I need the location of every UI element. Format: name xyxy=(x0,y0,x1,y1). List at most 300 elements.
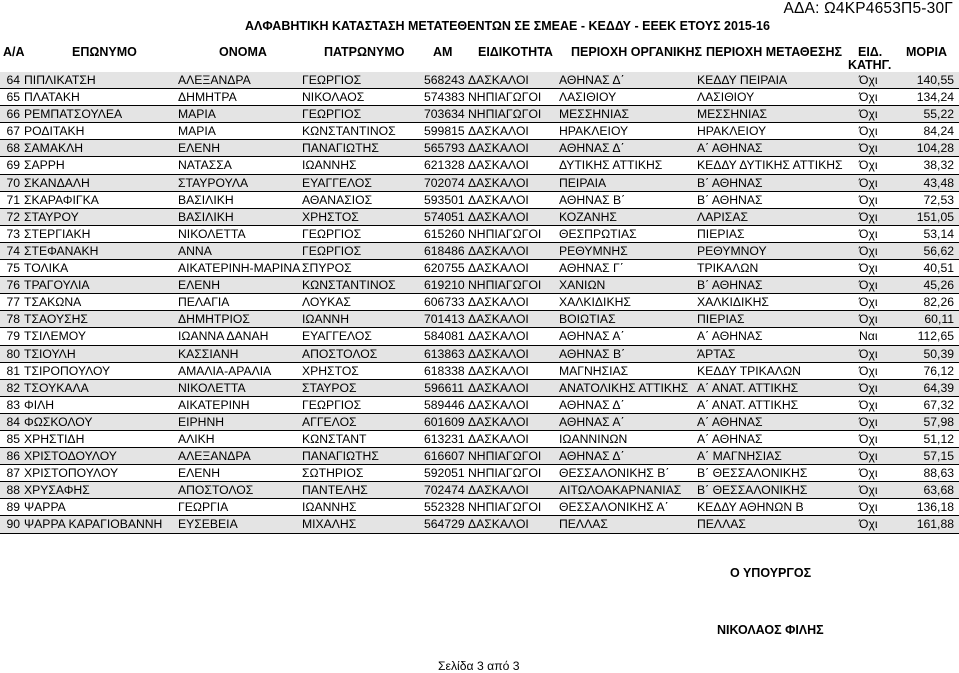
row-am: 703634 xyxy=(424,107,465,122)
row-name: ΣΤΑΥΡΟΥΛΑ xyxy=(178,175,249,190)
row-number: 72 xyxy=(6,209,20,224)
row-destination-area: ΠΕΛΛΑΣ xyxy=(697,517,746,532)
row-organic-area: ΗΡΑΚΛΕΙΟΥ xyxy=(559,124,629,139)
row-destination-area: Β΄ ΘΕΣΣΑΛΟΝΙΚΗΣ xyxy=(697,483,808,498)
row-am: 574051 xyxy=(424,209,465,224)
row-points: 43,48 xyxy=(923,175,954,190)
row-destination-area: ΧΑΛΚΙΔΙΚΗΣ xyxy=(697,295,769,310)
row-organic-area: ΠΕΙΡΑΙΑ xyxy=(559,175,607,190)
row-number: 69 xyxy=(6,158,20,173)
row-number: 74 xyxy=(6,243,20,258)
row-surname: ΤΡΑΓΟΥΛΙΑ xyxy=(24,278,90,293)
row-father: ΓΕΩΡΓΙΟΣ xyxy=(302,397,362,412)
row-points: 50,39 xyxy=(923,346,954,361)
row-destination-area: ΠΙΕΡΙΑΣ xyxy=(697,226,745,241)
row-father: ΚΩΝΣΤΑΝΤ xyxy=(302,431,367,446)
row-number: 82 xyxy=(6,380,20,395)
row-name: ΜΑΡΙΑ xyxy=(178,124,216,139)
row-organic-area: ΑΘΗΝΑΣ Α΄ xyxy=(559,414,625,429)
row-father: ΓΕΩΡΓΙΟΣ xyxy=(302,107,362,122)
row-surname: ΠΛΑΤΑΚΗ xyxy=(24,90,80,105)
row-father: ΕΥΑΓΓΕΛΟΣ xyxy=(302,329,372,344)
row-specialty: ΔΑΣΚΑΛΟΙ xyxy=(468,209,529,224)
row-surname: ΦΩΣΚΟΛΟΥ xyxy=(24,414,93,429)
row-surname: ΨΑΡΡΑ xyxy=(24,500,66,515)
row-special-category: Όχι xyxy=(859,363,878,378)
row-name: ΓΕΩΡΓΙΑ xyxy=(178,500,229,515)
row-specialty: ΔΑΣΚΑΛΟΙ xyxy=(468,73,529,87)
row-organic-area: ΑΘΗΝΑΣ Δ΄ xyxy=(559,397,625,412)
row-name: ΑΛΙΚΗ xyxy=(178,431,215,446)
row-organic-area: ΑΘΗΝΑΣ Β΄ xyxy=(559,346,626,361)
table-row xyxy=(0,89,959,106)
row-points: 134,24 xyxy=(916,90,954,105)
row-specialty: ΔΑΣΚΑΛΟΙ xyxy=(468,380,529,395)
row-name: ΒΑΣΙΛΙΚΗ xyxy=(178,209,234,224)
row-number: 77 xyxy=(6,295,20,310)
table-row xyxy=(0,277,959,294)
row-father: ΚΩΝΣΤΑΝΤΙΝΟΣ xyxy=(302,124,396,139)
row-destination-area: ΡΕΘΥΜΝΟΥ xyxy=(697,243,767,258)
row-am: 568243 xyxy=(424,73,465,87)
row-special-category: Όχι xyxy=(859,295,878,310)
row-am: 618338 xyxy=(424,363,465,378)
row-am: 564729 xyxy=(424,517,465,532)
row-organic-area: ΘΕΣΣΑΛΟΝΙΚΗΣ Α΄ xyxy=(559,500,669,515)
header-father: ΠΑΤΡΩΝΥΜΟ xyxy=(324,45,405,59)
row-am: 701413 xyxy=(424,312,465,327)
row-organic-area: ΙΩΑΝΝΙΝΩΝ xyxy=(559,431,628,446)
row-specialty: ΝΗΠΙΑΓΩΓΟΙ xyxy=(468,226,542,241)
table-row xyxy=(0,260,959,277)
table-row xyxy=(0,72,959,89)
row-special-category: Όχι xyxy=(859,124,878,139)
row-points: 57,15 xyxy=(923,449,954,464)
row-special-category: Όχι xyxy=(859,431,878,446)
row-specialty: ΔΑΣΚΑΛΟΙ xyxy=(468,431,529,446)
row-am: 619210 xyxy=(424,278,465,293)
row-number: 83 xyxy=(6,397,20,412)
signature-name: ΝΙΚΟΛΑΟΣ ΦΙΛΗΣ xyxy=(717,623,824,637)
row-am: 565793 xyxy=(424,141,465,156)
header-am: ΑΜ xyxy=(433,45,453,59)
row-surname: ΡΟΔΙΤΑΚΗ xyxy=(24,124,85,139)
row-organic-area: ΚΟΖΑΝΗΣ xyxy=(559,209,617,224)
row-special-category: Όχι xyxy=(859,90,878,105)
row-specialty: ΝΗΠΙΑΓΩΓΟΙ xyxy=(468,466,542,481)
signature-role: Ο ΥΠΟΥΡΓΟΣ xyxy=(730,566,812,580)
row-organic-area: ΑΘΗΝΑΣ Δ΄ xyxy=(559,73,625,87)
row-name: ΕΛΕΝΗ xyxy=(178,141,221,156)
row-points: 112,65 xyxy=(917,329,954,344)
document-title: ΑΛΦΑΒΗΤΙΚΗ ΚΑΤΑΣΤΑΣΗ ΜΕΤΑΤΕΘΕΝΤΩΝ ΣΕ ΣΜΕΑΕ - ΚΕΔΔΥ - ΕΕΕΚ ΕΤΟΥΣ 2015-16 xyxy=(245,19,770,33)
row-special-category: Όχι xyxy=(859,261,878,276)
row-surname: ΡΕΜΠΑΤΣΟΥΛΕΑ xyxy=(24,107,123,122)
row-surname: ΦΙΛΗ xyxy=(24,397,55,412)
row-destination-area: Β΄ ΑΘΗΝΑΣ xyxy=(697,278,763,293)
row-number: 84 xyxy=(6,414,20,429)
row-surname: ΧΡΥΣΑΦΗΣ xyxy=(24,483,90,498)
row-destination-area: Α΄ ΑΘΗΝΑΣ xyxy=(697,141,763,156)
row-specialty: ΝΗΠΙΑΓΩΓΟΙ xyxy=(468,500,542,515)
header-points: ΜΟΡΙΑ xyxy=(906,45,947,59)
row-specialty: ΔΑΣΚΑΛΟΙ xyxy=(468,517,529,532)
header-organic: ΠΕΡΙΟΧΗ ΟΡΓΑΝΙΚΗΣ xyxy=(571,45,703,59)
row-am: 702074 xyxy=(424,175,465,190)
row-surname: ΤΣΙΡΟΠΟΥΛΟΥ xyxy=(24,363,111,378)
table-row xyxy=(0,448,959,465)
row-surname: ΨΑΡΡΑ ΚΑΡΑΓΙΟΒΑΝΝΗ xyxy=(24,517,163,532)
row-am: 702474 xyxy=(424,483,465,498)
row-number: 86 xyxy=(6,449,20,464)
row-name: ΕΛΕΝΗ xyxy=(178,466,221,481)
row-name: ΑΜΑΛΙΑ-ΑΡΑΛΙΑ xyxy=(178,363,272,378)
row-am: 592051 xyxy=(424,466,465,481)
row-father: ΓΕΩΡΓΙΟΣ xyxy=(302,73,362,87)
row-am: 613231 xyxy=(424,431,465,446)
row-specialty: ΔΑΣΚΑΛΟΙ xyxy=(468,261,529,276)
row-name: ΔΗΜΗΤΡΙΟΣ xyxy=(178,312,250,327)
header-aa: Α/Α xyxy=(3,45,25,59)
row-destination-area: ΗΡΑΚΛΕΙΟΥ xyxy=(697,124,767,139)
row-special-category: Όχι xyxy=(859,500,878,515)
row-am: 606733 xyxy=(424,295,465,310)
table-row xyxy=(0,414,959,431)
row-points: 57,98 xyxy=(923,414,954,429)
row-specialty: ΝΗΠΙΑΓΩΓΟΙ xyxy=(468,278,542,293)
table-row xyxy=(0,209,959,226)
row-surname: ΤΣΑΟΥΣΗΣ xyxy=(24,312,88,327)
row-father: ΣΤΑΥΡΟΣ xyxy=(302,380,357,395)
row-organic-area: ΠΕΛΛΑΣ xyxy=(559,517,608,532)
row-name: ΝΑΤΑΣΣΑ xyxy=(178,158,232,173)
row-am: 584081 xyxy=(424,329,465,344)
row-organic-area: ΑΘΗΝΑΣ Δ΄ xyxy=(559,141,625,156)
row-number: 88 xyxy=(6,483,20,498)
row-destination-area: Α΄ ΑΘΗΝΑΣ xyxy=(697,329,763,344)
row-father: ΜΙΧΑΛΗΣ xyxy=(302,517,357,532)
transfers-table-body xyxy=(0,72,959,534)
row-special-category: Όχι xyxy=(859,158,878,173)
row-number: 75 xyxy=(6,261,20,276)
row-number: 80 xyxy=(6,346,20,361)
row-number: 67 xyxy=(6,124,20,139)
row-number: 64 xyxy=(6,73,20,87)
row-am: 601609 xyxy=(424,414,465,429)
header-category-sub: ΚΑΤΗΓ. xyxy=(848,58,892,72)
row-special-category: Όχι xyxy=(859,107,878,122)
row-organic-area: ΑΙΤΩΛΟΑΚΑΡΝΑΝΙΑΣ xyxy=(559,483,682,498)
row-name: ΕΥΣΕΒΕΙΑ xyxy=(178,517,238,532)
row-am: 599815 xyxy=(424,124,465,139)
row-number: 81 xyxy=(6,363,20,378)
row-specialty: ΝΗΠΙΑΓΩΓΟΙ xyxy=(468,107,542,122)
row-special-category: Ναι xyxy=(859,329,878,344)
row-special-category: Όχι xyxy=(859,209,878,224)
row-father: ΣΩΤΗΡΙΟΣ xyxy=(302,466,364,481)
row-father: ΠΑΝΤΕΛΗΣ xyxy=(302,483,368,498)
row-am: 621328 xyxy=(424,158,465,173)
header-specialty: ΕΙΔΙΚΟΤΗΤΑ xyxy=(478,45,553,59)
row-organic-area: ΑΘΗΝΑΣ Α΄ xyxy=(559,329,625,344)
row-special-category: Όχι xyxy=(859,278,878,293)
row-father: ΙΩΑΝΝΗ xyxy=(302,312,350,327)
row-father: ΚΩΝΣΤΑΝΤΙΝΟΣ xyxy=(302,278,396,293)
table-row xyxy=(0,516,959,533)
row-am: 589446 xyxy=(424,397,465,412)
row-specialty: ΔΑΣΚΑΛΟΙ xyxy=(468,124,529,139)
row-am: 574383 xyxy=(424,90,465,105)
row-special-category: Όχι xyxy=(859,243,878,258)
row-destination-area: Β΄ ΑΘΗΝΑΣ xyxy=(697,192,763,207)
row-father: ΑΠΟΣΤΟΛΟΣ xyxy=(302,346,378,361)
row-surname: ΣΑΡΡΗ xyxy=(24,158,65,173)
row-points: 88,63 xyxy=(923,466,954,481)
row-special-category: Όχι xyxy=(859,517,878,532)
row-points: 151,05 xyxy=(916,209,954,224)
row-points: 60,11 xyxy=(924,312,954,327)
row-destination-area: ΚΕΔΔΥ ΠΕΙΡΑΙΑ xyxy=(697,73,788,87)
row-father: ΠΑΝΑΓΙΩΤΗΣ xyxy=(302,449,379,464)
row-number: 90 xyxy=(6,517,20,532)
row-am: 613863 xyxy=(424,346,465,361)
row-specialty: ΔΑΣΚΑΛΟΙ xyxy=(468,192,529,207)
row-name: ΑΝΝΑ xyxy=(178,243,212,258)
row-destination-area: ΚΕΔΔΥ ΔΥΤΙΚΗΣ ΑΤΤΙΚΗΣ xyxy=(697,158,843,173)
row-father: ΓΕΩΡΓΙΟΣ xyxy=(302,243,362,258)
row-destination-area: Α΄ ΑΝΑΤ. ΑΤΤΙΚΗΣ xyxy=(697,397,799,412)
table-row xyxy=(0,363,959,380)
row-surname: ΤΣΙΛΕΜΟΥ xyxy=(24,329,87,344)
table-row xyxy=(0,243,959,260)
row-am: 596611 xyxy=(424,380,464,395)
row-points: 136,18 xyxy=(916,500,954,515)
row-destination-area: ΚΕΔΔΥ ΤΡΙΚΑΛΩΝ xyxy=(697,363,801,378)
table-row xyxy=(0,192,959,209)
row-number: 78 xyxy=(6,312,20,327)
row-destination-area: ΜΕΣΣΗΝΙΑΣ xyxy=(697,107,768,122)
row-father: ΧΡΗΣΤΟΣ xyxy=(302,363,359,378)
row-specialty: ΔΑΣΚΑΛΟΙ xyxy=(468,158,529,173)
row-am: 552328 xyxy=(424,500,465,515)
row-specialty: ΔΑΣΚΑΛΟΙ xyxy=(468,141,529,156)
row-name: ΜΑΡΙΑ xyxy=(178,107,216,122)
row-specialty: ΔΑΣΚΑΛΟΙ xyxy=(468,295,529,310)
header-category: ΕΙΔ. xyxy=(858,45,883,59)
row-specialty: ΔΑΣΚΑΛΟΙ xyxy=(468,312,529,327)
table-row xyxy=(0,157,959,174)
row-specialty: ΝΗΠΙΑΓΩΓΟΙ xyxy=(468,90,542,105)
table-row xyxy=(0,123,959,140)
row-father: ΕΥΑΓΓΕΛΟΣ xyxy=(302,175,372,190)
row-name: ΠΕΛΑΓΙΑ xyxy=(178,295,230,310)
row-organic-area: ΑΘΗΝΑΣ Δ΄ xyxy=(559,449,625,464)
row-points: 82,26 xyxy=(923,295,954,310)
row-number: 76 xyxy=(6,278,20,293)
row-name: ΕΙΡΗΝΗ xyxy=(178,414,225,429)
row-number: 66 xyxy=(6,107,20,122)
row-points: 45,26 xyxy=(923,278,954,293)
table-row xyxy=(0,175,959,192)
row-organic-area: ΘΕΣΣΑΛΟΝΙΚΗΣ Β΄ xyxy=(559,466,670,481)
row-specialty: ΔΑΣΚΑΛΟΙ xyxy=(468,329,529,344)
table-row xyxy=(0,106,959,123)
row-special-category: Όχι xyxy=(859,466,878,481)
row-name: ΑΙΚΑΤΕΡΙΝΗ-ΜΑΡΙΝΑ xyxy=(178,261,301,276)
row-surname: ΤΣΟΥΚΑΛΑ xyxy=(24,380,89,395)
row-specialty: ΔΑΣΚΑΛΟΙ xyxy=(468,397,529,412)
row-special-category: Όχι xyxy=(859,141,878,156)
row-name: ΑΙΚΑΤΕΡΙΝΗ xyxy=(178,397,250,412)
row-father: ΑΓΓΕΛΟΣ xyxy=(302,414,357,429)
row-special-category: Όχι xyxy=(859,226,878,241)
row-number: 89 xyxy=(6,500,20,515)
row-destination-area: ΛΑΣΙΘΙΟΥ xyxy=(697,90,755,105)
table-row xyxy=(0,499,959,516)
page-number: Σελίδα 3 από 3 xyxy=(438,659,520,673)
row-special-category: Όχι xyxy=(859,192,878,207)
row-points: 76,12 xyxy=(923,363,954,378)
row-points: 64,39 xyxy=(923,380,954,395)
row-special-category: Όχι xyxy=(859,73,878,87)
row-destination-area: Α΄ ΑΝΑΤ. ΑΤΤΙΚΗΣ xyxy=(697,380,799,395)
table-row xyxy=(0,346,959,363)
row-specialty: ΔΑΣΚΑΛΟΙ xyxy=(468,363,529,378)
row-specialty: ΝΗΠΙΑΓΩΓΟΙ xyxy=(468,449,542,464)
row-am: 620755 xyxy=(424,261,465,276)
row-number: 71 xyxy=(6,192,20,207)
table-row xyxy=(0,294,959,311)
row-organic-area: ΑΘΗΝΑΣ Γ΄ xyxy=(559,261,624,276)
row-am: 615260 xyxy=(424,226,465,241)
row-destination-area: ΚΕΔΔΥ ΑΘΗΝΩΝ Β xyxy=(697,500,804,515)
row-surname: ΣΚΑΡΑΦΙΓΚΑ xyxy=(24,192,99,207)
row-name: ΑΠΟΣΤΟΛΟΣ xyxy=(178,483,254,498)
row-organic-area: ΒΟΙΩΤΙΑΣ xyxy=(559,312,616,327)
row-organic-area: ΜΕΣΣΗΝΙΑΣ xyxy=(559,107,630,122)
row-father: ΧΡΗΣΤΟΣ xyxy=(302,209,359,224)
row-organic-area: ΔΥΤΙΚΗΣ ΑΤΤΙΚΗΣ xyxy=(559,158,663,173)
row-surname: ΤΣΙΟΥΛΗ xyxy=(24,346,76,361)
row-surname: ΠΙΠΛΙΚΑΤΣΗ xyxy=(24,73,96,87)
table-row xyxy=(0,465,959,482)
row-special-category: Όχι xyxy=(859,175,878,190)
row-father: ΠΑΝΑΓΙΩΤΗΣ xyxy=(302,141,379,156)
row-father: ΛΟΥΚΑΣ xyxy=(302,295,351,310)
table-row xyxy=(0,482,959,499)
row-am: 618486 xyxy=(424,243,465,258)
row-points: 72,53 xyxy=(923,192,954,207)
row-father: ΣΠΥΡΟΣ xyxy=(302,261,352,276)
row-destination-area: Β΄ ΑΘΗΝΑΣ xyxy=(697,175,763,190)
row-destination-area: ΠΙΕΡΙΑΣ xyxy=(697,312,745,327)
row-organic-area: ΧΑΝΙΩΝ xyxy=(559,278,606,293)
row-father: ΙΩΑΝΝΗΣ xyxy=(302,500,357,515)
row-special-category: Όχι xyxy=(859,380,878,395)
row-number: 70 xyxy=(6,175,20,190)
row-name: ΔΗΜΗΤΡΑ xyxy=(178,90,237,105)
row-points: 140,55 xyxy=(916,73,954,87)
row-number: 79 xyxy=(6,329,20,344)
table-row xyxy=(0,226,959,243)
row-points: 63,68 xyxy=(923,483,954,498)
table-row xyxy=(0,431,959,448)
row-destination-area: Β΄ ΘΕΣΣΑΛΟΝΙΚΗΣ xyxy=(697,466,808,481)
table-row xyxy=(0,380,959,397)
row-father: ΓΕΩΡΓΙΟΣ xyxy=(302,226,362,241)
row-number: 87 xyxy=(6,466,20,481)
row-special-category: Όχι xyxy=(859,346,878,361)
row-destination-area: Α΄ ΑΘΗΝΑΣ xyxy=(697,414,763,429)
row-destination-area: Α΄ ΑΘΗΝΑΣ xyxy=(697,431,763,446)
row-am: 593501 xyxy=(424,192,465,207)
row-surname: ΧΡΗΣΤΙΔΗ xyxy=(24,431,85,446)
row-surname: ΣΤΕΡΓΙΑΚΗ xyxy=(24,226,91,241)
table-row xyxy=(0,140,959,157)
row-points: 67,32 xyxy=(923,397,954,412)
row-surname: ΣΤΕΦΑΝΑΚΗ xyxy=(24,243,99,258)
row-points: 38,32 xyxy=(923,158,954,173)
row-father: ΙΩΑΝΝΗΣ xyxy=(302,158,357,173)
table-row xyxy=(0,328,959,345)
row-number: 68 xyxy=(6,141,20,156)
row-organic-area: ΑΘΗΝΑΣ Β΄ xyxy=(559,192,626,207)
table-row xyxy=(0,397,959,414)
row-father: ΝΙΚΟΛΑΟΣ xyxy=(302,90,365,105)
row-organic-area: ΘΕΣΠΡΩΤΙΑΣ xyxy=(559,226,637,241)
header-surname: ΕΠΩΝΥΜΟ xyxy=(72,45,137,59)
row-organic-area: ΧΑΛΚΙΔΙΚΗΣ xyxy=(559,295,631,310)
row-number: 85 xyxy=(6,431,20,446)
row-father: ΑΘΑΝΑΣΙΟΣ xyxy=(302,192,373,207)
row-am: 616607 xyxy=(424,449,465,464)
row-name: ΒΑΣΙΛΙΚΗ xyxy=(178,192,234,207)
row-surname: ΤΣΑΚΩΝΑ xyxy=(24,295,82,310)
row-organic-area: ΡΕΘΥΜΝΗΣ xyxy=(559,243,628,258)
row-surname: ΣΤΑΥΡΟΥ xyxy=(24,209,79,224)
row-special-category: Όχι xyxy=(859,414,878,429)
row-organic-area: ΜΑΓΝΗΣΙΑΣ xyxy=(559,363,629,378)
row-destination-area: ΆΡΤΑΣ xyxy=(697,346,736,361)
row-points: 40,51 xyxy=(923,261,954,276)
row-points: 56,62 xyxy=(923,243,954,258)
row-name: ΑΛΕΞΑΝΔΡΑ xyxy=(178,73,251,87)
row-specialty: ΔΑΣΚΑΛΟΙ xyxy=(468,483,529,498)
row-special-category: Όχι xyxy=(859,449,878,464)
row-special-category: Όχι xyxy=(859,312,878,327)
row-name: ΝΙΚΟΛΕΤΤΑ xyxy=(178,226,246,241)
row-surname: ΤΟΛΙΚΑ xyxy=(24,261,69,276)
table-row xyxy=(0,311,959,328)
ada-code: ΑΔΑ: Ω4ΚΡ4653Π5-30Γ xyxy=(783,0,953,17)
row-name: ΚΑΣΣΙΑΝΗ xyxy=(178,346,239,361)
header-name: ΟΝΟΜΑ xyxy=(219,45,267,59)
row-specialty: ΔΑΣΚΑΛΟΙ xyxy=(468,346,529,361)
row-points: 51,12 xyxy=(923,431,954,446)
row-organic-area: ΑΝΑΤΟΛΙΚΗΣ ΑΤΤΙΚΗΣ xyxy=(559,380,689,395)
row-special-category: Όχι xyxy=(859,483,878,498)
row-points: 55,22 xyxy=(923,107,954,122)
row-specialty: ΔΑΣΚΑΛΟΙ xyxy=(468,243,529,258)
row-name: ΙΩΑΝΝΑ ΔΑΝΑΗ xyxy=(178,329,269,344)
row-name: ΑΛΕΞΑΝΔΡΑ xyxy=(178,449,251,464)
row-points: 161,88 xyxy=(916,517,954,532)
row-surname: ΧΡΙΣΤΟΔΟΥΛΟΥ xyxy=(24,449,117,464)
row-surname: ΣΑΜΑΚΛΗ xyxy=(24,141,84,156)
row-name: ΕΛΕΝΗ xyxy=(178,278,221,293)
row-special-category: Όχι xyxy=(859,397,878,412)
row-specialty: ΔΑΣΚΑΛΟΙ xyxy=(468,175,529,190)
